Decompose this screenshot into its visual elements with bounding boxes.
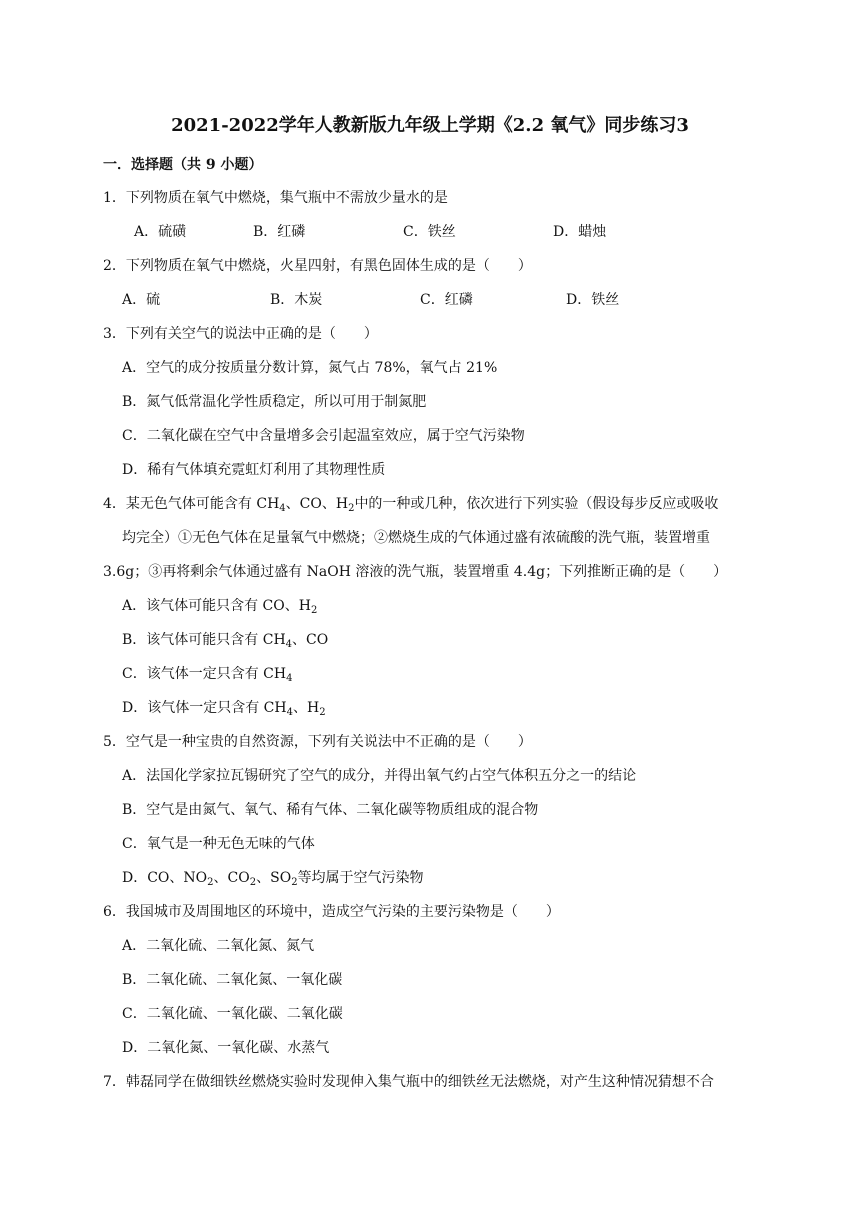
question-6-option-b: B．二氧化硫、二氧化氮、一氧化碳 xyxy=(122,972,343,988)
question-2-option-c: C．红磷 xyxy=(420,292,473,308)
question-2-option-d: D．铁丝 xyxy=(566,292,620,308)
question-3-option-d: D．稀有气体填充霓虹灯利用了其物理性质 xyxy=(122,462,386,478)
question-4-stem-line-2: 均完全）①无色气体在足量氧气中燃烧；②燃烧生成的气体通过盛有浓硫酸的洗气瓶，装置增重 xyxy=(122,530,710,546)
question-4-option-d: D．该气体一定只含有 $CH_4$、$H_2$ xyxy=(122,700,326,718)
question-1-option-c: C．铁丝 xyxy=(403,224,456,240)
question-5-option-d: D．CO、$NO_2$、$CO_2$、$SO_2$等均属于空气污染物 xyxy=(122,870,424,888)
question-3-option-a: A．空气的成分按质量分数计算，氮气占 78%，氧气占 21% xyxy=(122,360,498,376)
question-5-option-b: B．空气是由氮气、氧气、稀有气体、二氧化碳等物质组成的混合物 xyxy=(122,802,539,818)
document-title: 2021-2022学年人教新版九年级上学期《2.2 氧气》同步练习3 xyxy=(171,115,689,136)
question-1-option-d: D．蜡烛 xyxy=(553,224,607,240)
question-2-option-a: A．硫 xyxy=(122,292,161,308)
question-5-stem: 5．空气是一种宝贵的自然资源，下列有关说法中不正确的是（ ） xyxy=(103,734,532,750)
question-5-option-c: C．氧气是一种无色无味的气体 xyxy=(122,836,315,852)
question-4-option-b: B．该气体可能只含有 $CH_4$、CO xyxy=(122,632,329,650)
question-6-stem: 6．我国城市及周围地区的环境中，造成空气污染的主要污染物是（ ） xyxy=(103,904,560,920)
question-5-option-a: A．法国化学家拉瓦锡研究了空气的成分，并得出氧气约占空气体积五分之一的结论 xyxy=(122,768,637,784)
question-4-option-a: A．该气体可能只含有 CO、$H_2$ xyxy=(122,598,318,616)
question-3-option-c: C．二氧化碳在空气中含量增多会引起温室效应，属于空气污染物 xyxy=(122,428,525,444)
question-1-stem: 1．下列物质在氧气中燃烧，集气瓶中不需放少量水的是 xyxy=(103,190,448,206)
question-6-option-d: D．二氧化氮、一氧化碳、水蒸气 xyxy=(122,1040,330,1056)
question-2-stem: 2．下列物质在氧气中燃烧，火星四射，有黑色固体生成的是（ ） xyxy=(103,258,532,274)
question-3-option-b: B．氮气低常温化学性质稳定，所以可用于制氮肥 xyxy=(122,394,427,410)
question-2-option-b: B．木炭 xyxy=(270,292,323,308)
question-1-option-b: B．红磷 xyxy=(253,224,306,240)
question-3-stem: 3．下列有关空气的说法中正确的是（ ） xyxy=(103,326,378,342)
question-4-option-c: C．该气体一定只含有 $CH_4$ xyxy=(122,666,293,684)
question-4-stem-line-1: 4．某无色气体可能含有 $CH_4$、CO、$H_2$中的一种或几种，依次进行下列实验（假设每步反应或吸收 xyxy=(103,496,719,514)
section-heading: 一．选择题（共 9 小题） xyxy=(103,157,263,173)
question-4-stem-line-3: 3.6g；③再将剩余气体通过盛有 NaOH 溶液的洗气瓶，装置增重 4.4g；下列推断正确的是（ ） xyxy=(103,564,728,580)
question-7-stem: 7．韩磊同学在做细铁丝燃烧实验时发现伸入集气瓶中的细铁丝无法燃烧，对产生这种情况猜想不合 xyxy=(103,1074,714,1090)
question-1-option-a: A．硫磺 xyxy=(134,224,187,240)
question-6-option-a: A．二氧化硫、二氧化氮、氮气 xyxy=(122,938,315,954)
question-6-option-c: C．二氧化硫、一氧化碳、二氧化碳 xyxy=(122,1006,343,1022)
